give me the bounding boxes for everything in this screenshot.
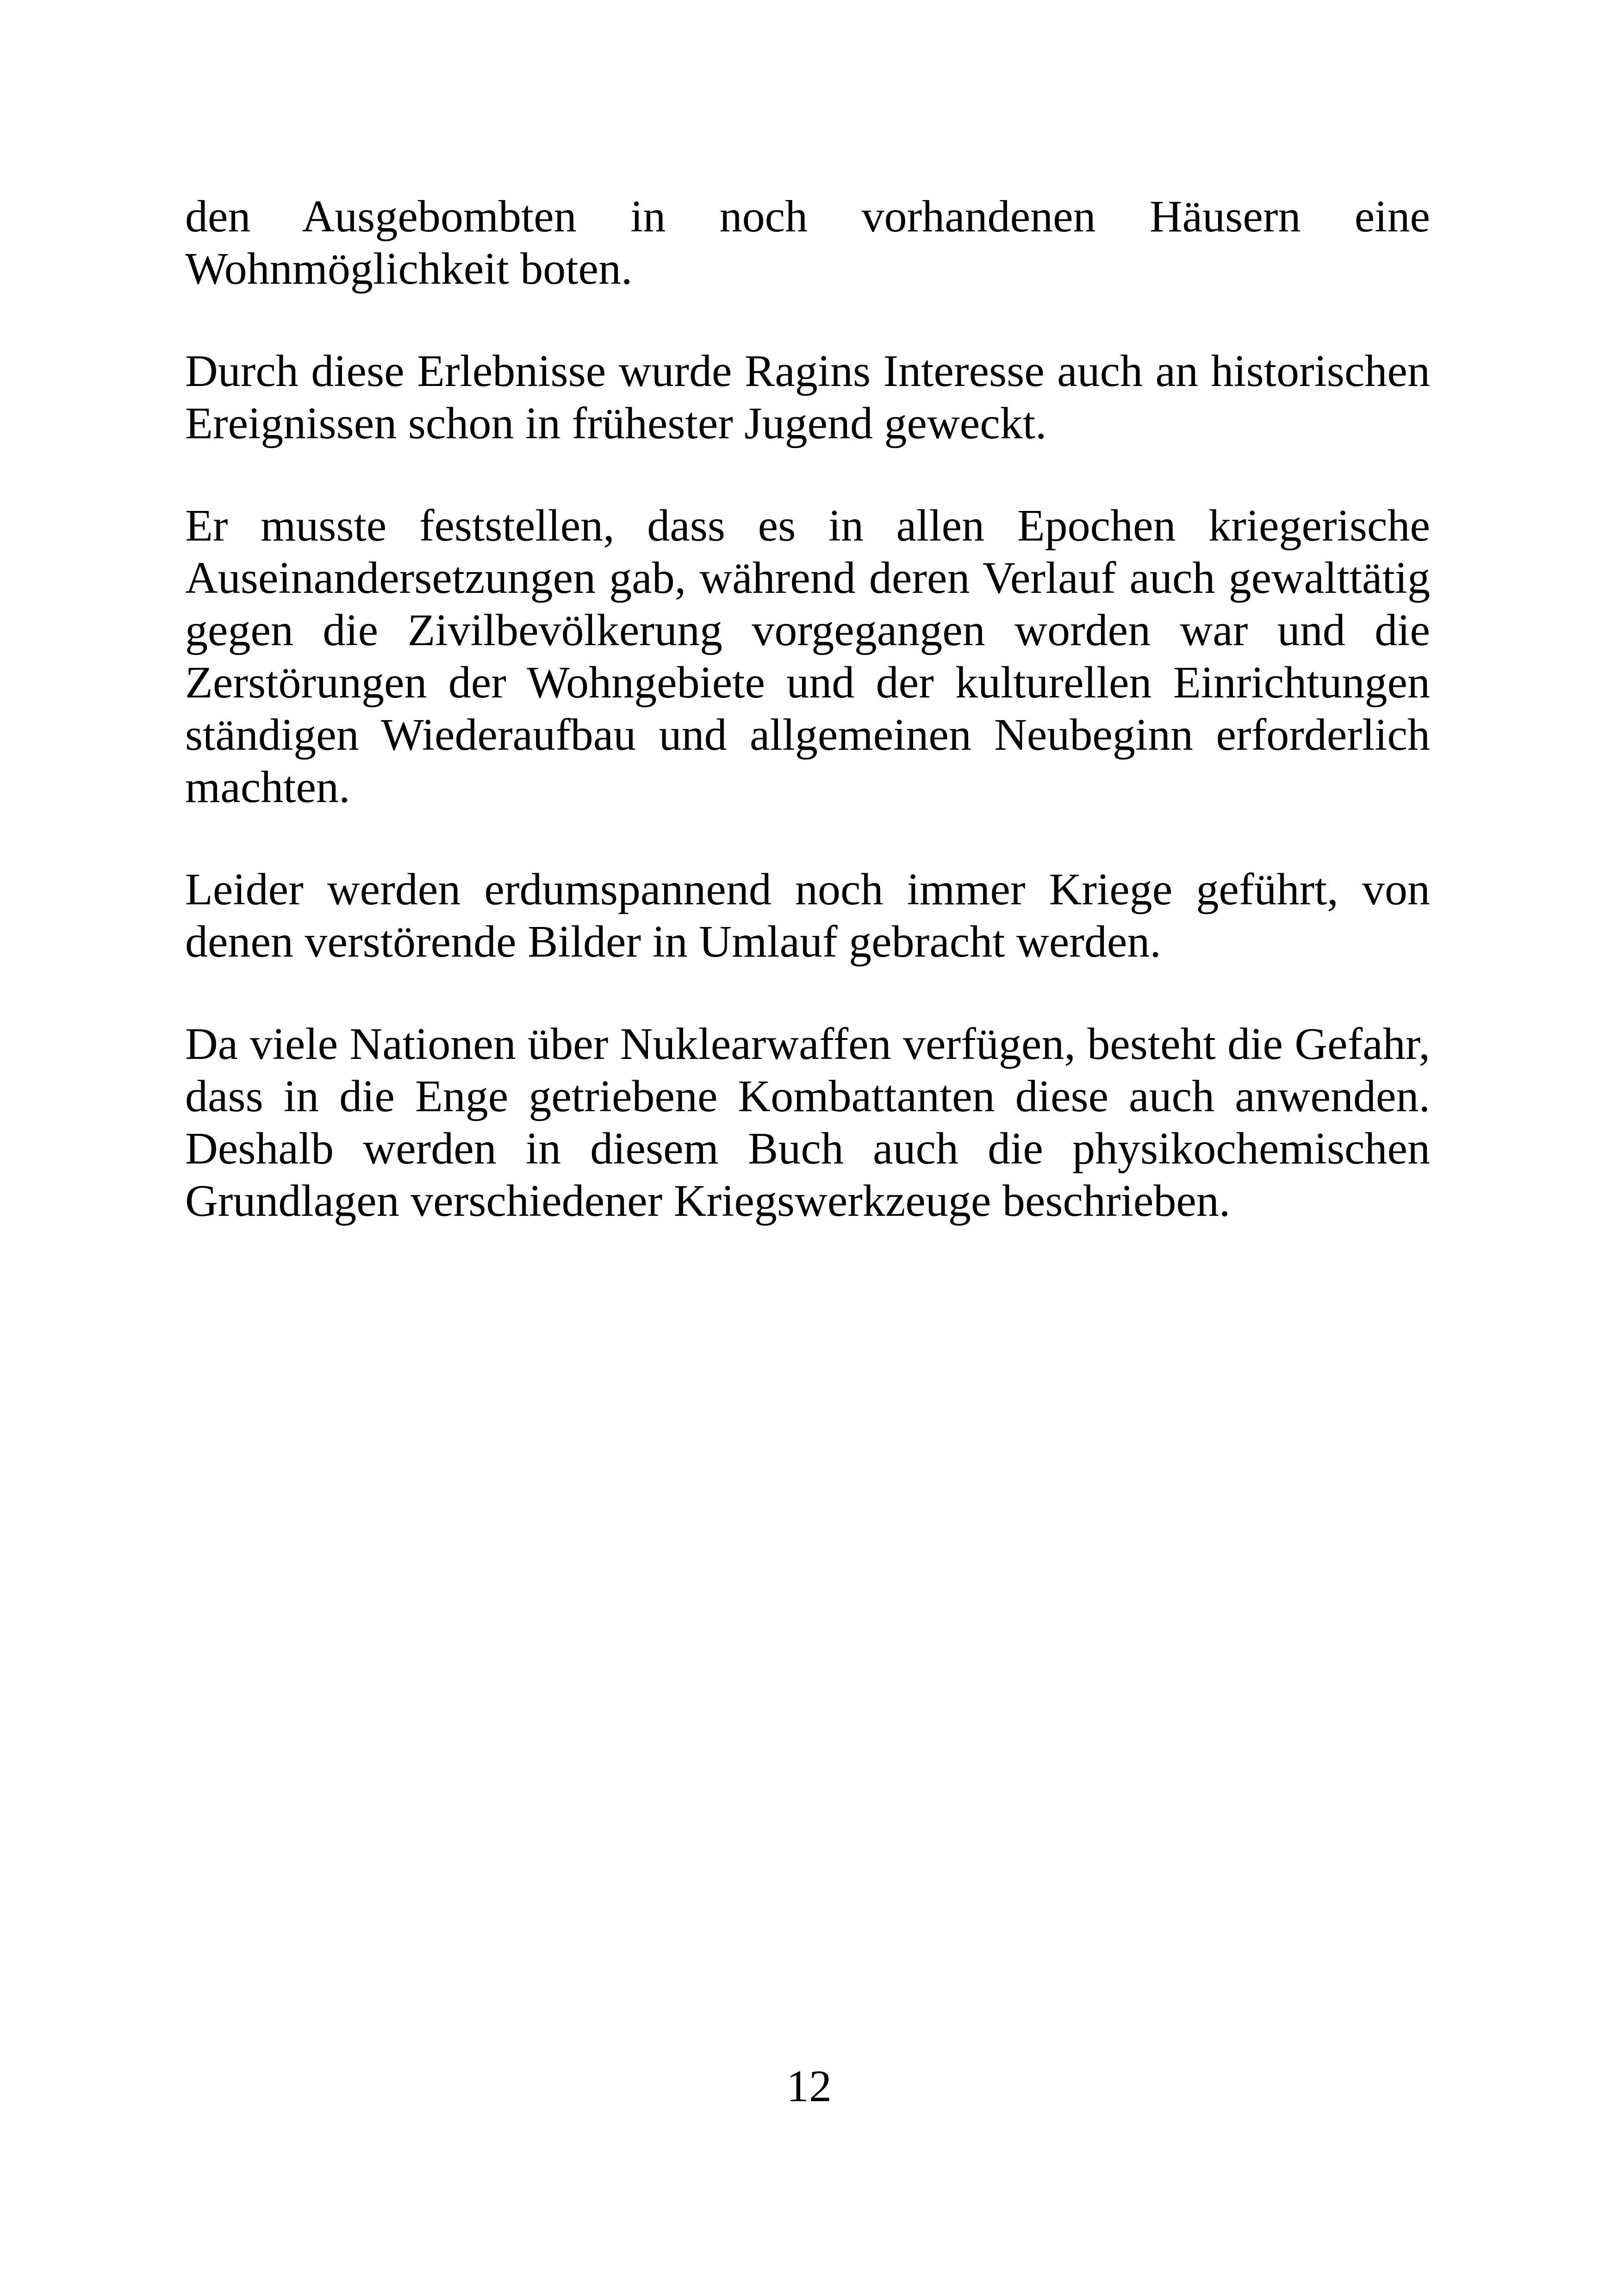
- paragraph: den Ausgebombten in noch vorhandenen Häusern eine Wohnmöglichkeit boten.: [185, 192, 1430, 294]
- paragraph: Er musste feststellen, dass es in allen Epochen kriegerische Auseinandersetzungen gab, während deren Verlauf auch gewalttätig gegen die Zivilbevölkerung vorgegangen worden war und die Zerstörungen der Wohngebiete und der kulturellen Einrichtungen ständigen Wiederaufbau und allgemeinen Neubeginn erforderlich machten.: [185, 501, 1430, 812]
- paragraph: Durch diese Erlebnisse wurde Ragins Interesse auch an historischen Ereignissen schon in frühester Jugend geweckt.: [185, 346, 1430, 448]
- page-number: 12: [786, 2061, 832, 2111]
- paragraph: Leider werden erdumspannend noch immer Kriege geführt, von denen verstörende Bilder in Umlauf gebracht werden.: [185, 865, 1430, 967]
- body-text: [185, 191, 1430, 1277]
- paragraph: Da viele Nationen über Nuklearwaffen verfügen, besteht die Gefahr, dass in die Enge getriebene Kombattanten diese auch anwenden. Deshalb werden in diesem Buch auch die physikochemischen Grundlagen verschiedener Kriegswerkzeuge beschrieben.: [185, 1019, 1430, 1226]
